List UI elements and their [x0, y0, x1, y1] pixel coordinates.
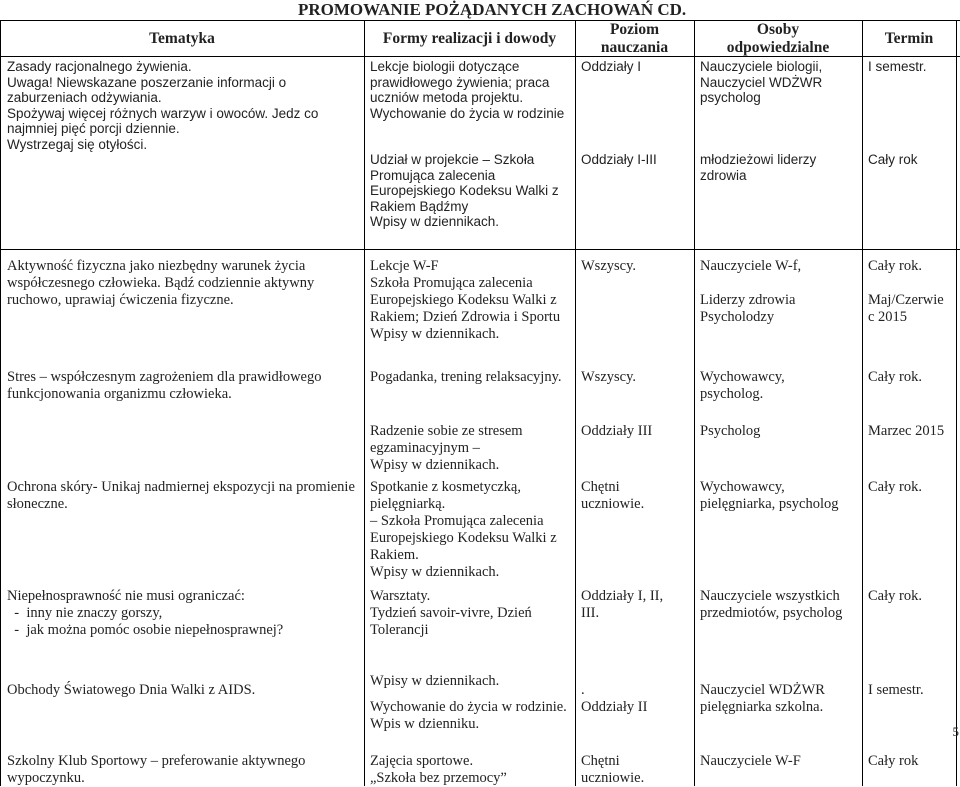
header-formy: Formy realizacji i dowody: [382, 30, 557, 47]
table-row-1-termin-a: I semestr.: [868, 59, 927, 74]
table-row-1-tematyka: Zasady racjonalnego żywienia. Uwaga! Niewskazane poszerzanie informacji o zaburzeniach odżywiania. Spożywaj więcej różnych warzyw i owoców. Jedz co najmniej pięć porcji dziennie. Wystrzegaj się otyłości.: [7, 59, 319, 152]
table-row-1-osoby-a: Nauczyciele biologii, Nauczyciel WDŻWR psycholog: [700, 59, 823, 105]
table-row-6-poziom: . Oddziały II: [581, 682, 648, 715]
row-divider: [0, 249, 960, 250]
table-row-3-termin-b: Marzec 2015: [868, 423, 945, 439]
table-row-4-tematyka: Ochrona skóry- Unikaj nadmiernej ekspozycji na promienie słoneczne.: [7, 479, 355, 512]
table-row-5-tematyka: Niepełnosprawność nie musi ograniczać: - inny nie znaczy gorszy, - jak można pomóc osobie niepełnosprawnej?: [7, 588, 284, 638]
table-row-7-poziom: Chętni uczniowie.: [581, 753, 645, 786]
table-row-1-poziom-a: Oddziały I: [581, 59, 642, 74]
table-row-5-termin: Cały rok.: [868, 588, 922, 604]
table-row-3-termin-a: Cały rok.: [868, 369, 922, 385]
table-row-1-formy-b: Udział w projekcie – Szkoła Promująca zalecenia Europejskiego Kodeksu Walki z Rakiem Bądźmy Wpisy w dziennikach.: [370, 152, 559, 229]
column-divider: [956, 20, 957, 786]
table-row-4-formy: Spotkanie z kosmetyczką, pielęgniarką. – Szkoła Promująca zalecenia Europejskiego Kodeksu Walki z Rakiem. Wpisy w dziennikach.: [370, 479, 557, 580]
table-row-1-formy-a: Lekcje biologii dotyczące prawidłowego żywienia; praca uczniów metoda projektu. Wychowanie do życia w rodzinie: [370, 59, 565, 121]
table-row-2-osoby: Nauczyciele W-f, Liderzy zdrowia Psycholodzy: [700, 258, 802, 325]
table-row-3-tematyka: Stres – współczesnym zagrożeniem dla prawidłowego funkcjonowania organizmu człowieka.: [7, 369, 322, 402]
table-row-5-poziom: Oddziały I, II, III.: [581, 588, 664, 621]
table-row-3-poziom-a: Wszyscy.: [581, 369, 637, 385]
table-row-6-osoby: Nauczyciel WDŻWR pielęgniarka szkolna.: [700, 682, 825, 715]
table-row-4-termin: Cały rok.: [868, 479, 922, 495]
table-row-4-poziom: Chętni uczniowie.: [581, 479, 645, 512]
table-row-6-formy: Wychowanie do życia w rodzinie. Wpis w dzienniku.: [370, 699, 567, 732]
table-row-1-poziom-b: Oddziały I-III: [581, 152, 657, 167]
table-row-2-poziom: Wszyscy.: [581, 258, 637, 274]
table-row-3-osoby-b: Psycholog: [700, 423, 761, 439]
table-row-7-formy: Zajęcia sportowe. „Szkoła bez przemocy”: [370, 753, 507, 786]
column-divider: [694, 20, 695, 786]
table-row-5-formy: Warsztaty. Tydzień savoir-vivre, Dzień Tolerancji Wpisy w dziennikach.: [370, 588, 532, 689]
table-row-3-formy-b: Radzenie sobie ze stresem egzaminacyjnym – Wpisy w dziennikach.: [370, 423, 523, 473]
table-row-5-osoby: Nauczyciele wszystkich przedmiotów, psycholog: [700, 588, 843, 621]
table-row-7-osoby: Nauczyciele W-F: [700, 753, 801, 769]
header-termin: Termin: [884, 30, 934, 47]
column-divider: [364, 20, 365, 786]
table-row-1-osoby-b: młodzieżowi liderzy zdrowia: [700, 152, 817, 183]
table-row-1-termin-b: Cały rok: [868, 152, 918, 167]
column-divider: [575, 20, 576, 786]
table-row-4-osoby: Wychowawcy, pielęgniarka, psycholog: [700, 479, 839, 512]
table-row-6-termin: I semestr.: [868, 682, 924, 698]
table-row-3-osoby-a: Wychowawcy, psycholog.: [700, 369, 785, 402]
column-divider: [0, 20, 1, 786]
page-title: PROMOWANIE POŻĄDANYCH ZACHOWAŃ CD.: [298, 0, 687, 19]
table-row-3-poziom-b: Oddziały III: [581, 423, 653, 439]
table-row-2-formy: Lekcje W-F Szkoła Promująca zalecenia Europejskiego Kodeksu Walki z Rakiem; Dzień Zdrowia i Sportu Wpisy w dziennikach.: [370, 258, 561, 342]
table-row-6-tematyka: Obchody Światowego Dnia Walki z AIDS.: [7, 682, 256, 698]
page-number: 5: [952, 724, 959, 739]
header-osoby: Osoby odpowiedzialne: [726, 21, 830, 56]
column-divider: [862, 20, 863, 786]
header-poziom: Poziom nauczania: [600, 21, 669, 56]
table-row-3-formy-a: Pogadanka, trening relaksacyjny.: [370, 369, 562, 385]
table-row-2-termin: Cały rok. Maj/Czerwie c 2015: [868, 258, 944, 325]
table-row-7-termin: Cały rok: [868, 753, 919, 769]
table-row-7-tematyka: Szkolny Klub Sportowy – preferowanie aktywnego wypoczynku.: [7, 753, 306, 786]
table-row-2-tematyka: Aktywność fizyczna jako niezbędny warunek życia współczesnego człowieka. Bądź codziennie aktywny ruchowo, uprawiaj ćwiczenia fizyczne.: [7, 258, 315, 308]
header-tematyka: Tematyka: [149, 30, 215, 47]
